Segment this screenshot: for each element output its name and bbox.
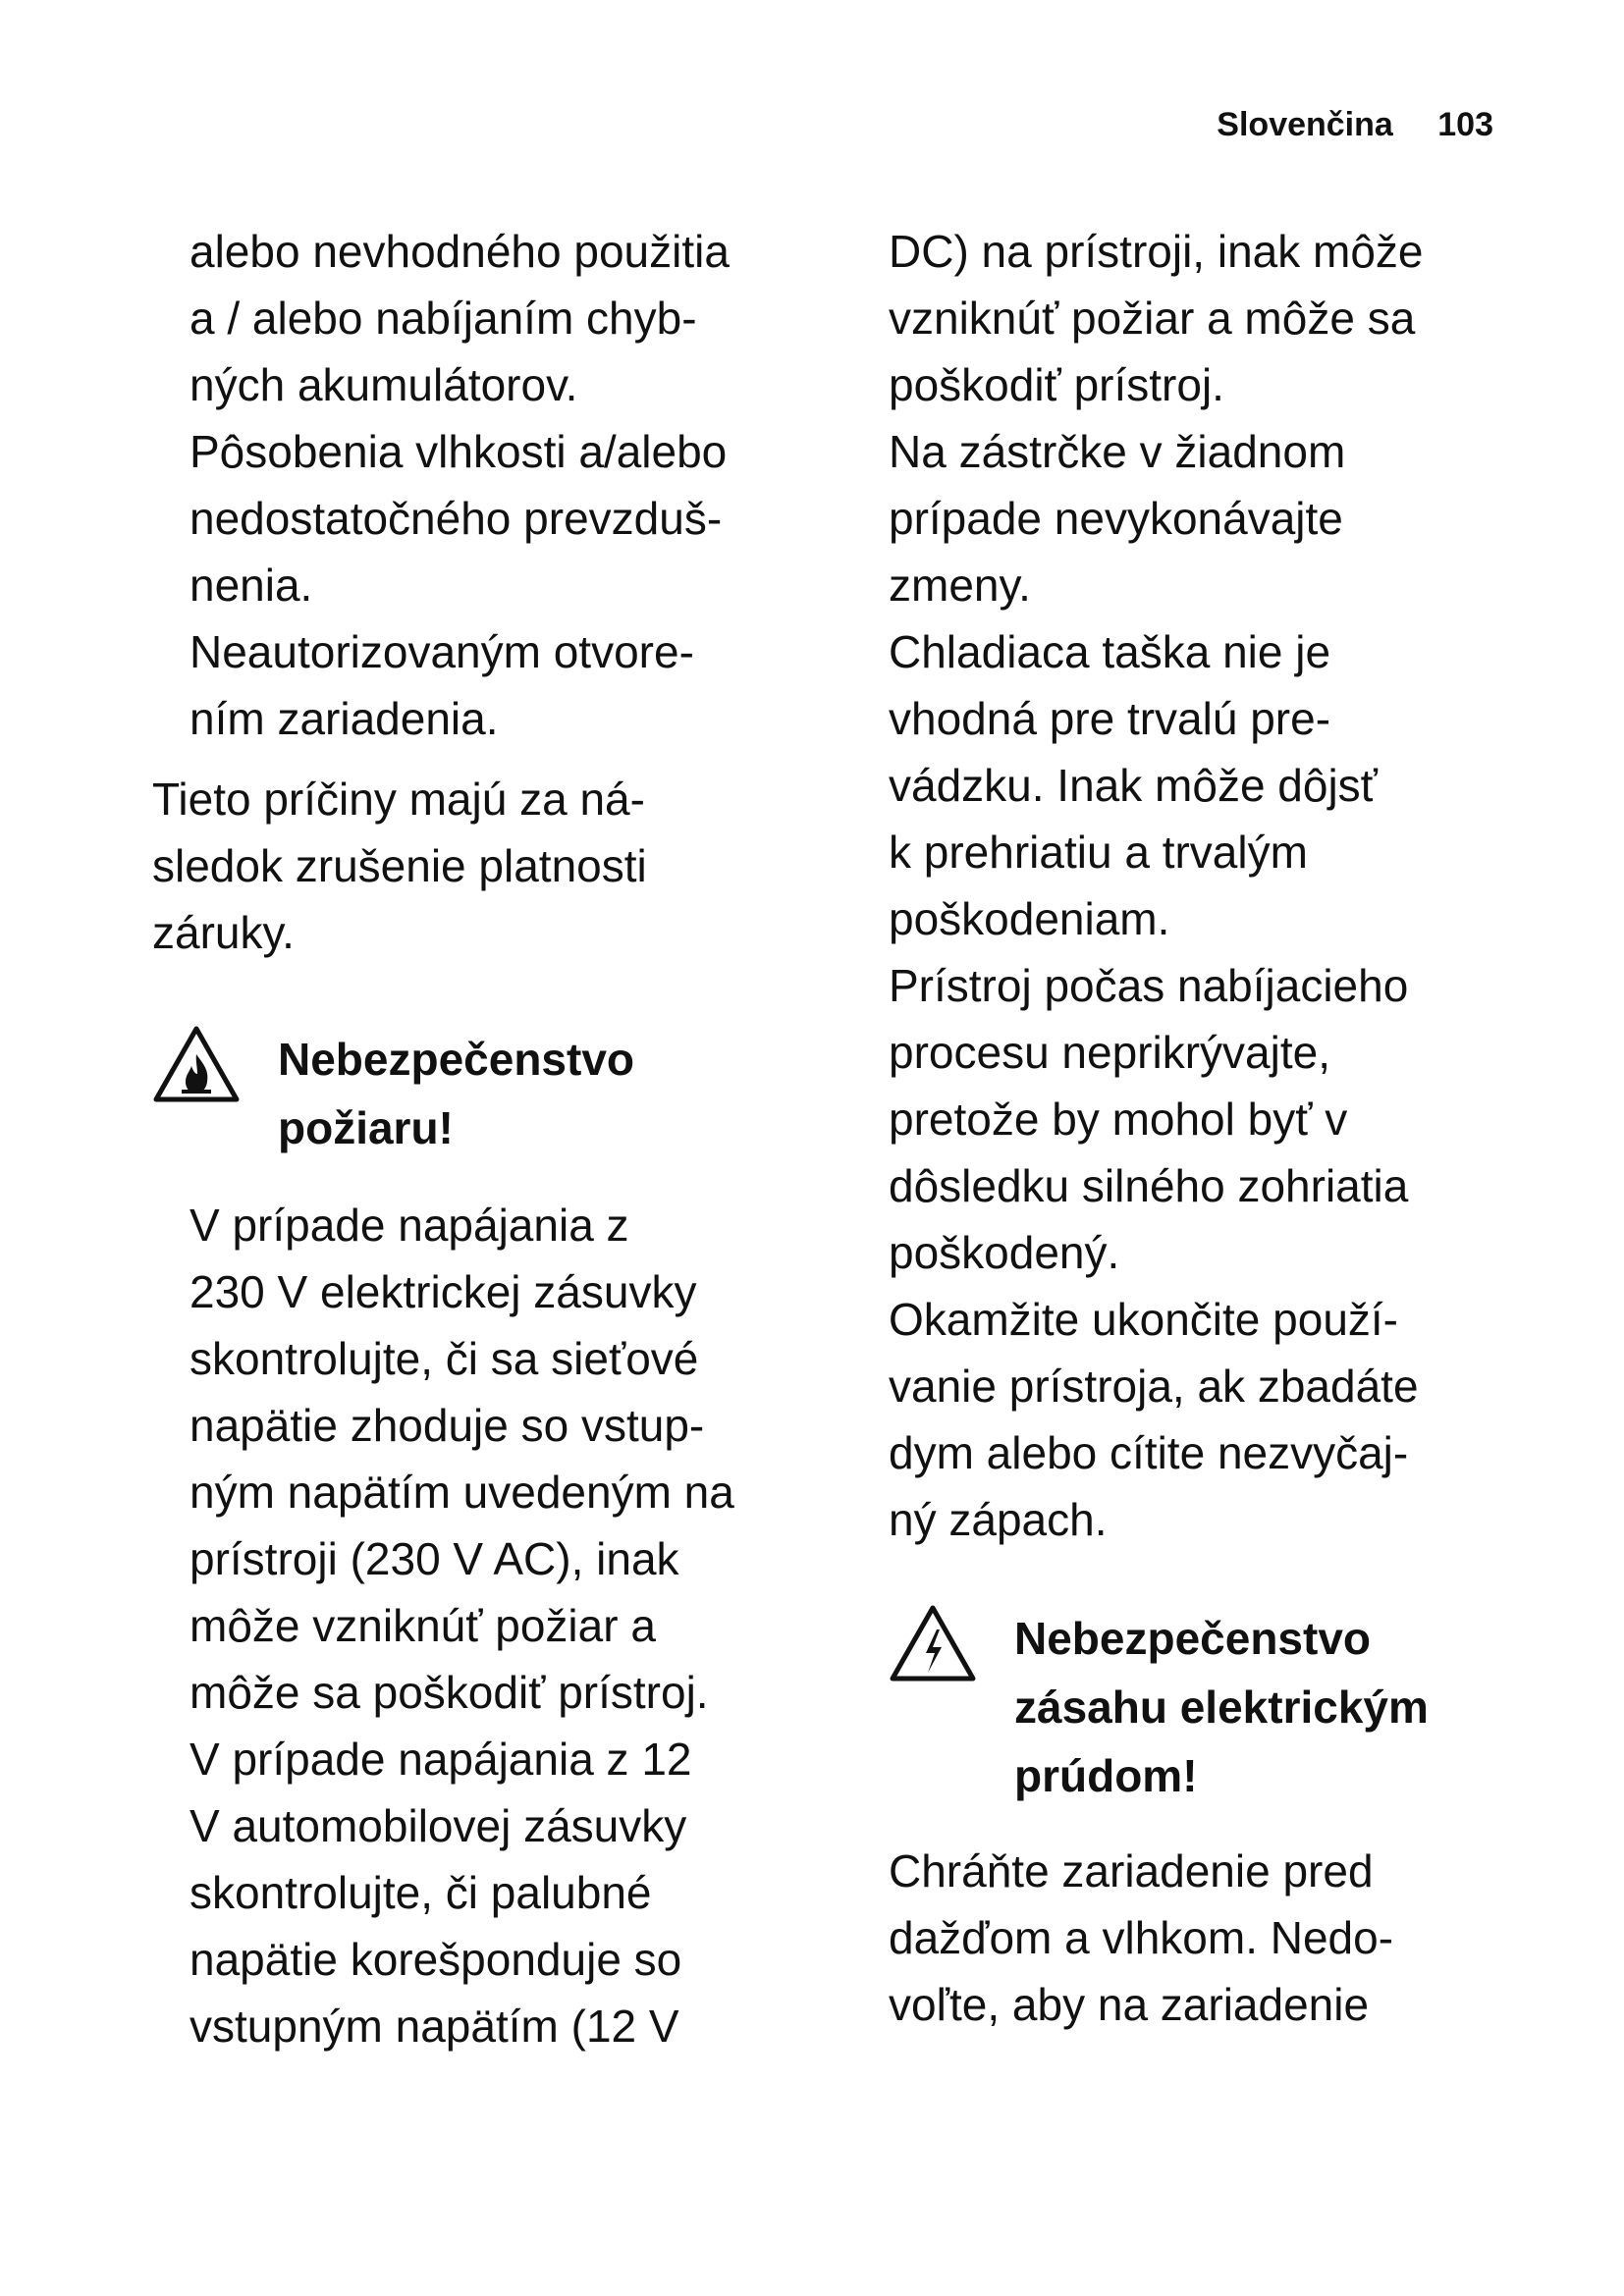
text-line: 230 V elektrickej zásuvky bbox=[189, 1266, 697, 1317]
text-line: ný zápach. bbox=[889, 1494, 1108, 1545]
text-line: skontrolujte, či sa sieťové bbox=[189, 1333, 699, 1384]
text-line: dažďom a vlhkom. Nedo- bbox=[889, 1912, 1394, 1963]
warning-title-line: požiaru! bbox=[278, 1102, 454, 1153]
electric-shock-icon bbox=[889, 1604, 977, 1682]
text-line: procesu neprikrývajte, bbox=[889, 1027, 1330, 1078]
text-line: ním zariadenia. bbox=[189, 693, 499, 744]
text-line: Chráňte zariadenie pred bbox=[889, 1845, 1374, 1896]
text-line: Na zástrčke v žiadnom bbox=[889, 426, 1346, 477]
list-item bbox=[889, 952, 1517, 1286]
text-line: ným napätím uvedeným na bbox=[189, 1467, 734, 1518]
text-line: môže sa poškodiť prístroj. bbox=[189, 1667, 709, 1718]
fire-hazard-icon bbox=[152, 1025, 241, 1103]
text-line: napätie zhoduje so vstup- bbox=[189, 1400, 705, 1451]
text-line: sledok zrušenie platnosti bbox=[152, 840, 647, 891]
text-line: Prístroj počas nabíjacieho bbox=[889, 960, 1409, 1011]
list-item bbox=[189, 1192, 820, 1726]
warning-title-line: Nebezpečenstvo bbox=[278, 1034, 635, 1085]
warning-title-line: zásahu elektrickým bbox=[1014, 1682, 1429, 1733]
text-line: voľte, aby na zariadenie bbox=[889, 1979, 1370, 2030]
text-line: V automobilovej zásuvky bbox=[189, 1800, 687, 1851]
text-line: alebo nevhodného použitia bbox=[189, 226, 730, 277]
text-line: nenia. bbox=[189, 560, 313, 611]
list-item bbox=[889, 418, 1517, 618]
text-line: vanie prístroja, ak zbadáte bbox=[889, 1361, 1419, 1412]
paragraph bbox=[889, 1838, 1517, 2038]
right-column bbox=[889, 218, 1517, 2038]
list-item bbox=[189, 418, 820, 618]
text-line: Pôsobenia vlhkosti a/alebo bbox=[189, 426, 728, 477]
text-line: vstupným napätím (12 V bbox=[189, 2001, 679, 2052]
text-line: prístroji (230 V AC), inak bbox=[189, 1533, 679, 1584]
electric-shock-warning bbox=[889, 1604, 1517, 1810]
text-line: dôsledku silného zohriatia bbox=[889, 1160, 1409, 1211]
text-line: prípade nevykonávajte bbox=[889, 493, 1343, 544]
text-line: vzniknúť požiar a môže sa bbox=[889, 293, 1416, 344]
list-item bbox=[189, 1726, 820, 2059]
text-line: záruky. bbox=[152, 907, 295, 958]
text-line: poškodeniam. bbox=[889, 893, 1170, 944]
text-line: vádzku. Inak môže dôjsť bbox=[889, 760, 1378, 811]
warning-title-line: Nebezpečenstvo bbox=[1014, 1613, 1372, 1664]
list-item bbox=[889, 1286, 1517, 1553]
text-line: napätie korešponduje so bbox=[189, 1934, 682, 1985]
page-header bbox=[1217, 106, 1493, 144]
text-line: môže vzniknúť požiar a bbox=[189, 1600, 656, 1651]
fire-warning bbox=[152, 1025, 820, 1162]
text-line: zmeny. bbox=[889, 560, 1031, 611]
text-line: pretože by mohol byť v bbox=[889, 1094, 1348, 1145]
page-number: 103 bbox=[1437, 106, 1493, 143]
text-line: V prípade napájania z 12 bbox=[189, 1734, 692, 1785]
list-item bbox=[889, 618, 1517, 952]
text-line: poškodiť prístroj. bbox=[889, 359, 1224, 410]
header-language: Slovenčina bbox=[1217, 106, 1393, 143]
text-line: Chladiaca taška nie je bbox=[889, 626, 1331, 677]
list-item bbox=[189, 218, 820, 418]
text-line: a / alebo nabíjaním chyb- bbox=[189, 293, 697, 344]
text-line: V prípade napájania z bbox=[189, 1200, 629, 1251]
paragraph bbox=[889, 218, 1517, 418]
text-line: Neautorizovaným otvore- bbox=[189, 626, 694, 677]
text-line: Tieto príčiny majú za ná- bbox=[152, 774, 645, 825]
text-line: dym alebo cítite nezvyčaj- bbox=[889, 1427, 1409, 1478]
text-line: vhodná pre trvalú pre- bbox=[889, 693, 1331, 744]
warning-title-line: prúdom! bbox=[1014, 1750, 1198, 1801]
text-line: k prehriatiu a trvalým bbox=[889, 827, 1308, 878]
text-line: DC) na prístroji, inak môže bbox=[889, 226, 1424, 277]
text-line: ných akumulátorov. bbox=[189, 359, 578, 410]
text-line: Okamžite ukončite použí- bbox=[889, 1294, 1399, 1345]
left-column bbox=[152, 218, 820, 2059]
paragraph bbox=[152, 766, 820, 966]
list-item bbox=[189, 618, 820, 752]
text-line: poškodený. bbox=[889, 1227, 1120, 1278]
text-line: nedostatočného prevzduš- bbox=[189, 493, 723, 544]
text-line: skontrolujte, či palubné bbox=[189, 1867, 652, 1918]
